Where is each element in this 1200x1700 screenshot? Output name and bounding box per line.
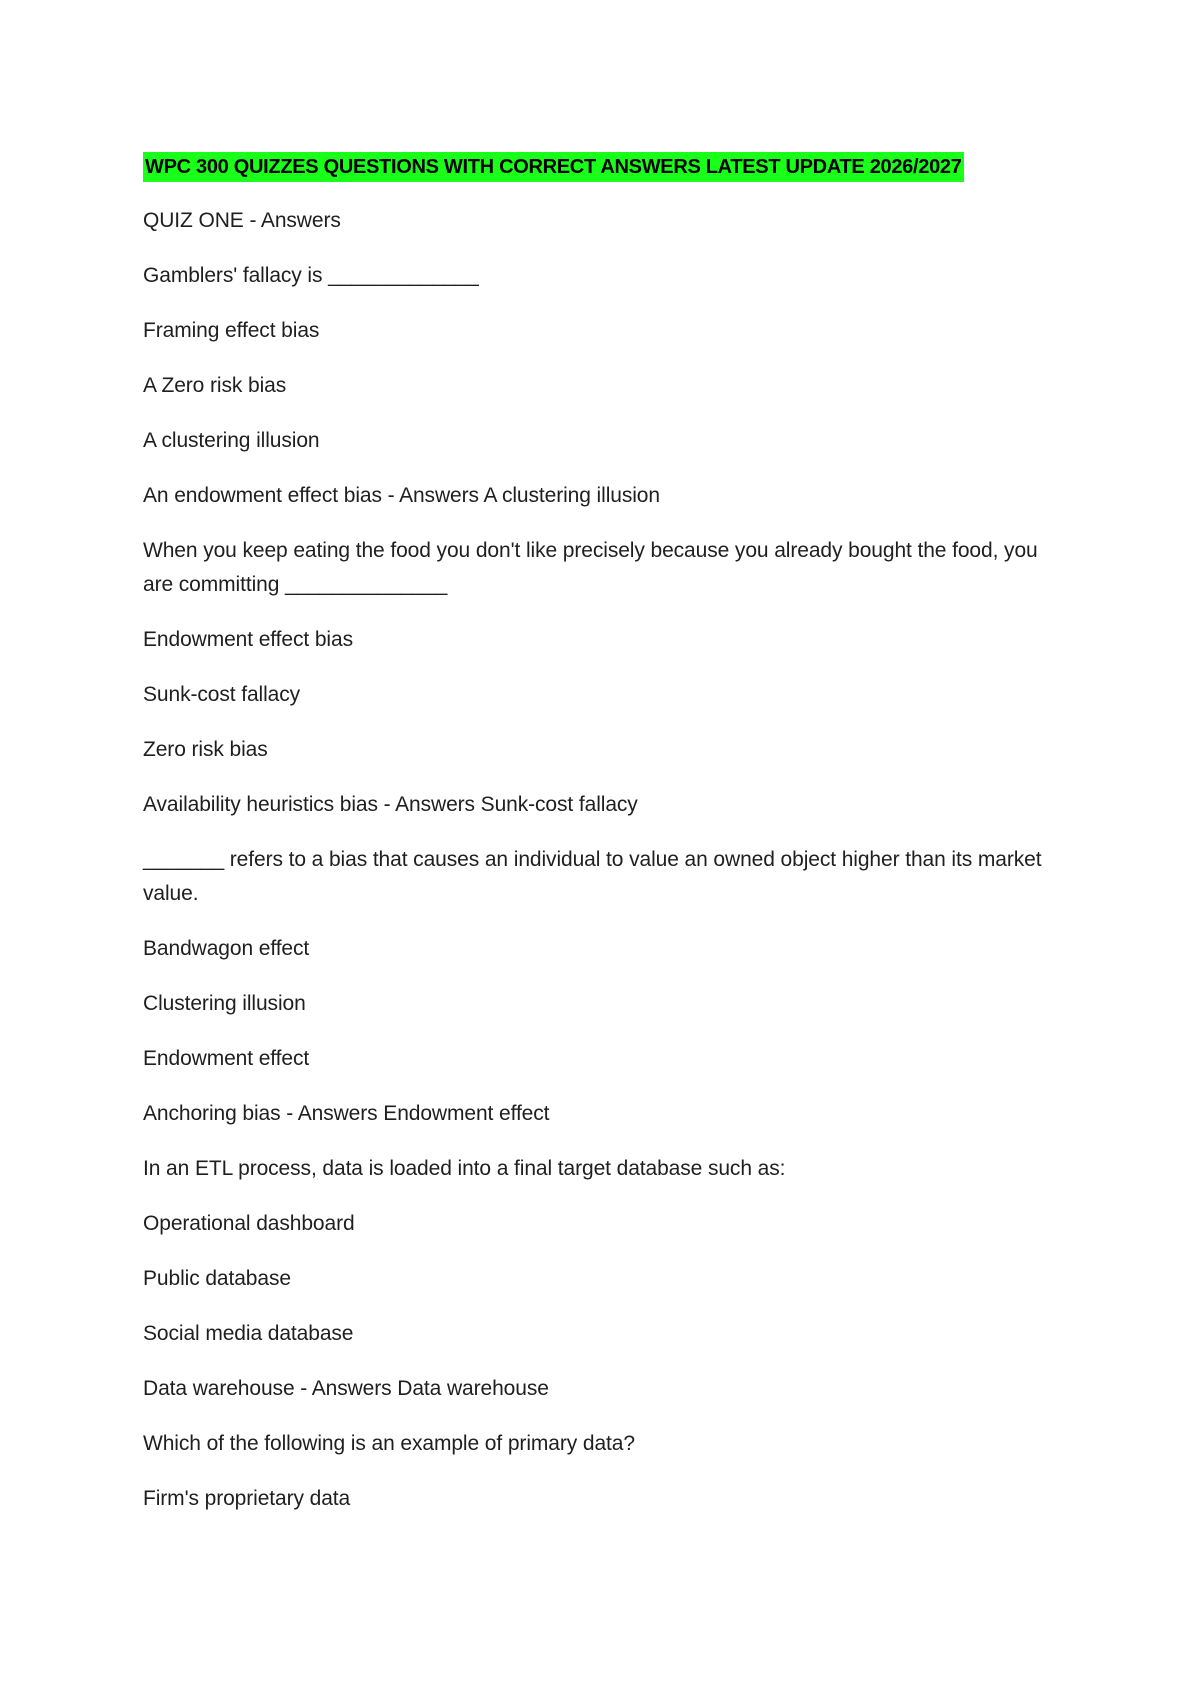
answer-text: An endowment effect bias - Answers A clustering illusion: [143, 484, 660, 507]
option-text: Zero risk bias: [143, 738, 268, 761]
answer-text: Data warehouse - Answers Data warehouse: [143, 1377, 549, 1400]
option-text: Framing effect bias: [143, 319, 320, 342]
option-text: A clustering illusion: [143, 429, 320, 452]
document-title: WPC 300 QUIZZES QUESTIONS WITH CORRECT ANSWERS LATEST UPDATE 2026/2027: [143, 152, 964, 182]
question-text: Gamblers' fallacy is _____________: [143, 264, 479, 287]
question-text: Which of the following is an example of primary data?: [143, 1432, 635, 1455]
question-text: When you keep eating the food you don't like precisely because you already bought the food, you are committing ______________: [143, 539, 1038, 596]
answer-text: Availability heuristics bias - Answers Sunk-cost fallacy: [143, 793, 638, 816]
option-text: Endowment effect bias: [143, 628, 353, 651]
question-text: In an ETL process, data is loaded into a final target database such as:: [143, 1157, 786, 1180]
section-heading: QUIZ ONE - Answers: [143, 209, 341, 232]
option-text: Sunk-cost fallacy: [143, 683, 301, 706]
answer-text: Anchoring bias - Answers Endowment effect: [143, 1102, 550, 1125]
option-text: Clustering illusion: [143, 992, 306, 1015]
option-text: Firm's proprietary data: [143, 1487, 351, 1510]
question-text: _______ refers to a bias that causes an individual to value an owned object higher than its market value.: [143, 848, 1042, 905]
option-text: A Zero risk bias: [143, 374, 287, 397]
option-text: Endowment effect: [143, 1047, 310, 1070]
option-text: Social media database: [143, 1322, 354, 1345]
option-text: Public database: [143, 1267, 291, 1290]
document-content: [143, 152, 1043, 1537]
option-text: Operational dashboard: [143, 1212, 355, 1235]
option-text: Bandwagon effect: [143, 937, 310, 960]
